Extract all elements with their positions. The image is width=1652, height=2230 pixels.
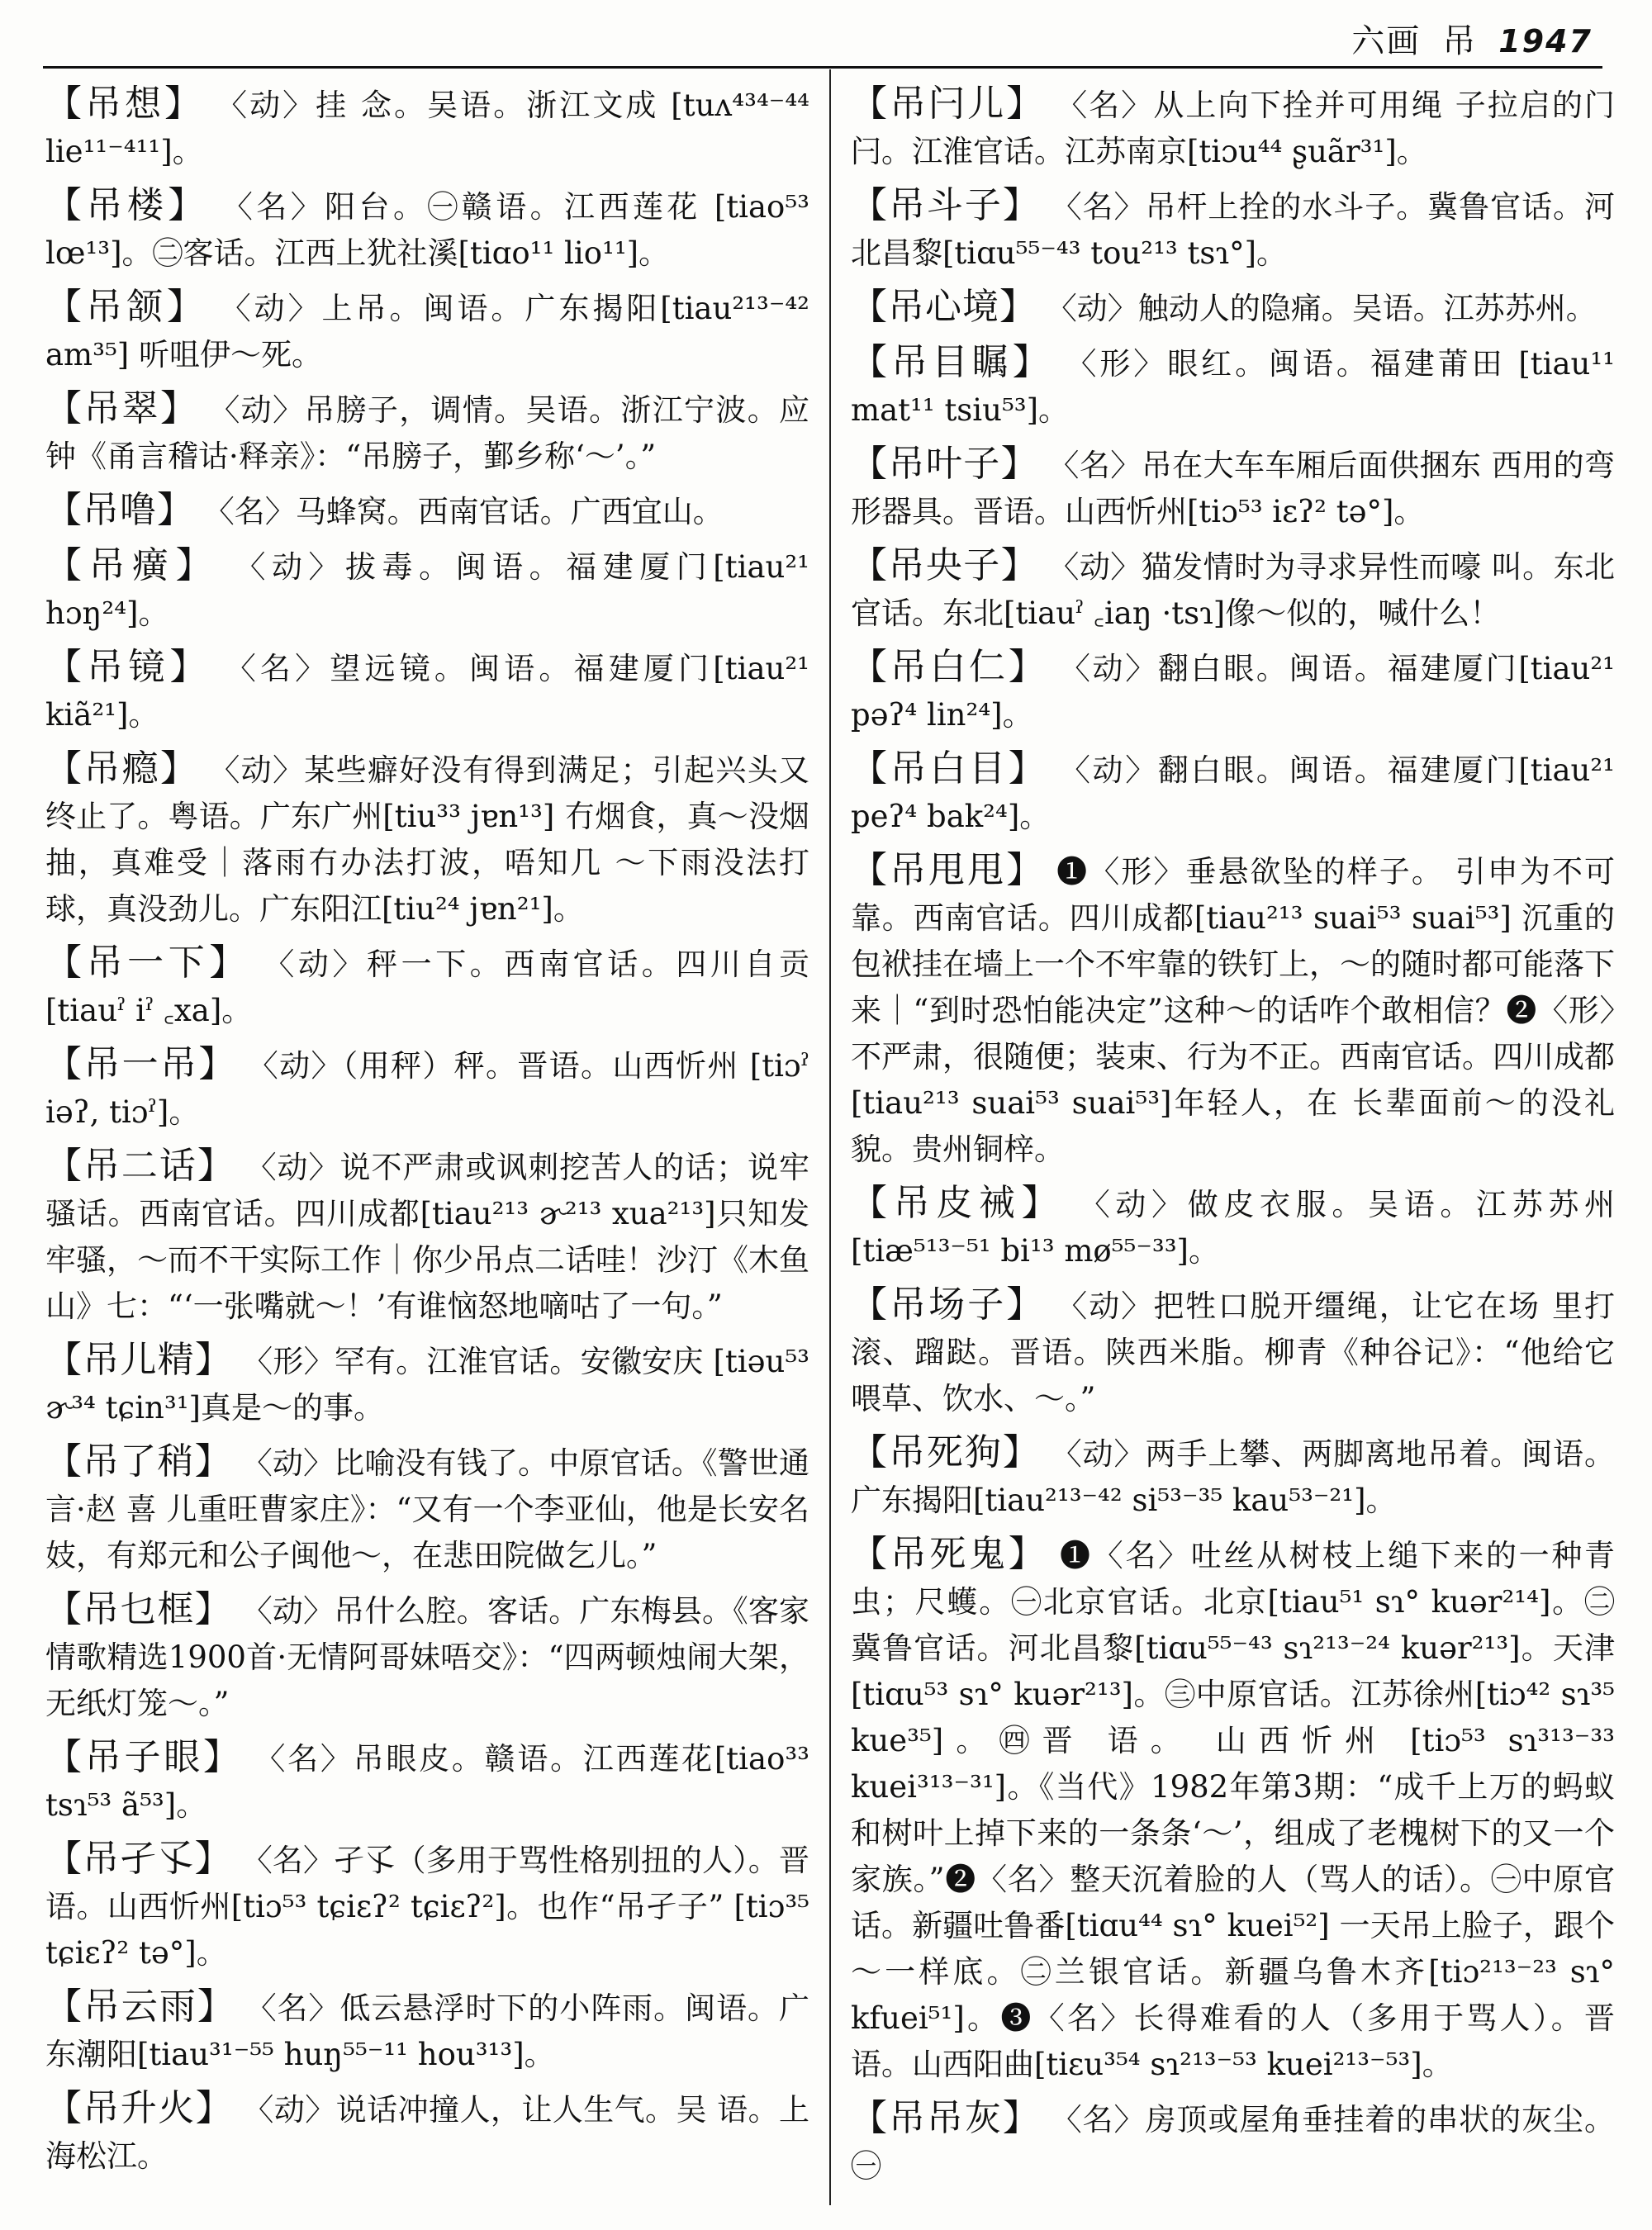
dictionary-entry bbox=[45, 1587, 809, 1727]
dictionary-entry bbox=[45, 1984, 809, 2078]
entry-headword: 【吊白仁】 bbox=[851, 646, 1048, 688]
entry-headword: 【吊子眼】 bbox=[45, 1736, 243, 1778]
entry-headword: 【吊癀】 bbox=[45, 544, 220, 586]
entry-headword: 【吊目瞩】 bbox=[851, 341, 1053, 383]
right-column bbox=[851, 81, 1615, 2197]
entry-headword: 【吊乜框】 bbox=[45, 1588, 232, 1630]
entry-definition: 〈动〉说不严肃或讽刺挖苦人的话；说牢骚话。西南官话。四川成都[tiau²¹³ ɚ²¹³ xua²¹³]只知发牢骚，～而不干实际工作｜你少吊点二话哇！沙汀《木鱼山》七：“‘一张嘴就～！’有谁恼怒地嘀咕了一句。” bbox=[45, 1150, 810, 1324]
entry-definition: 〈动〉把牲口脱开缰绳，让它在场 里打滚、蹓跶。晋语。陕西米脂。柳青《种谷记》：“他给它喂草、饮水、～。” bbox=[851, 1288, 1616, 1416]
entry-definition: ❶〈形〉垂悬欲坠的样子。 引申为不可靠。西南官话。四川成都[tiau²¹³ suai⁵³ suai⁵³] 沉重的包袱挂在墙上一个不牢靠的铁钉上，～的随时都可能落下来｜“到时恐怕能决定”这种～的话咋个敢相信？❷〈形〉不严肃，很随便；装束、行为不正。西南官话。四川成都[tiau²¹³ suai⁵³ suai⁵³]年轻人，在 长辈面前～的没礼貌。贵州铜梓。 bbox=[851, 854, 1616, 1167]
entry-definition: 〈名〉望远镜。闽语。福建厦门[tiau²¹ kiã²¹]。 bbox=[45, 651, 809, 733]
entry-definition: 〈名〉孑孓（多用于骂性格别扭的人）。晋语。山西忻州[tiɔ⁵³ tɕiɛʔ² tɕiɛʔ²]。也作“吊孑子” [tiɔ³⁵ tɕiɛʔ² tə°]。 bbox=[45, 1843, 810, 1971]
dictionary-entry bbox=[45, 1734, 809, 1829]
dictionary-entry bbox=[851, 847, 1615, 1173]
entry-definition: 〈动〉拔毒。闽语。福建厦门[tiau²¹ hɔŋ²⁴]。 bbox=[45, 549, 809, 631]
dictionary-entry bbox=[45, 940, 809, 1034]
dictionary-entry bbox=[851, 183, 1615, 277]
page-number: 1947 bbox=[1498, 23, 1593, 59]
entry-definition: 〈动〉触动人的隐痛。吴语。江苏苏州。 bbox=[1046, 291, 1597, 326]
entry-headword: 【吊噜】 bbox=[45, 489, 194, 531]
entry-definition: 〈动〉说话冲撞人，让人生气。吴 语。上海松江。 bbox=[45, 2092, 810, 2174]
entry-definition: 〈动〉翻白眼。闽语。福建厦门[tiau²¹ peʔ⁴ bak²⁴]。 bbox=[851, 752, 1616, 834]
entry-headword: 【吊楼】 bbox=[45, 184, 209, 226]
dictionary-entry bbox=[851, 1531, 1615, 2088]
entry-headword: 【吊场子】 bbox=[851, 1283, 1046, 1326]
entry-definition: 〈动〉上吊。闽语。广东揭阳[tiau²¹³⁻⁴² am³⁵] 听咀伊～死。 bbox=[45, 291, 810, 372]
entry-definition: 〈动〉秤一下。西南官话。四川自贡 [tiauˀ iˀ ꜀xa]。 bbox=[45, 947, 810, 1028]
entry-definition: ❶〈名〉吐丝从树枝上缒下来的一种青虫；尺蠖。㊀北京官话。北京[tiau⁵¹ sɿ° kuər²¹⁴]。㊁冀鲁官话。河北昌黎[tiɑu⁵⁵⁻⁴³ sɿ²¹³⁻²⁴ kuər²¹³]。天津[tiɑu⁵³ sɿ° kuər²¹³]。㊂中原官话。江苏徐州[tiɔ⁴² sɿ³⁵ kue³⁵]。㊃晋 语。 山西忻州 [tiɔ⁵³ sɿ³¹³⁻³³ kuei³¹³⁻³¹]。《当代》1982年第3期：“成千上万的蚂蚁和树叶上掉下来的一条条‘～’，组成了老槐树下的又一个家族。”❷〈名〉整天沉着脸的人（骂人的话）。㊀中原官话。新疆吐鲁番[tiɑu⁴⁴ sɿ° kuei⁵²] 一天吊上脸子，跟个～一样底。㊁兰银官话。新疆乌鲁木齐[tiɔ²¹³⁻²³ sɿ° kfuei⁵¹]。❸〈名〉长得难看的人（多用于骂人）。晋语。山西阳曲[tiɛu³⁵⁴ sɿ²¹³⁻⁵³ kuei²¹³⁻⁵³]。 bbox=[851, 1538, 1616, 2082]
entry-definition: 〈名〉马蜂窝。西南官话。广西宜山。 bbox=[203, 494, 724, 529]
dictionary-entry bbox=[45, 746, 809, 932]
entry-definition: 〈名〉阳台。㊀赣语。江西莲花 [tiao⁵³ lœ¹³]。㊁客话。江西上犹社溪[tiɑo¹¹ lio¹¹]。 bbox=[45, 189, 810, 271]
entry-headword: 【吊二话】 bbox=[45, 1145, 235, 1187]
dictionary-entry bbox=[45, 1041, 809, 1136]
entry-definition: 〈动〉（用秤）秤。晋语。山西忻州 [tiɔˀ iəʔ, tiɔˀ]。 bbox=[45, 1048, 810, 1130]
entry-headword: 【吊死狗】 bbox=[851, 1431, 1041, 1473]
dictionary-entry bbox=[45, 1836, 809, 1976]
entry-headword: 【吊吊灰】 bbox=[851, 2097, 1041, 2139]
entry-headword: 【吊皮祴】 bbox=[851, 1182, 1065, 1224]
left-column bbox=[45, 81, 809, 2187]
entry-headword: 【吊颔】 bbox=[45, 286, 207, 328]
entry-headword: 【吊白目】 bbox=[851, 747, 1048, 790]
dictionary-entry bbox=[851, 543, 1615, 637]
entry-headword: 【吊想】 bbox=[45, 83, 205, 125]
entry-headword: 【吊了稍】 bbox=[45, 1440, 232, 1483]
entry-headword: 【吊死鬼】 bbox=[851, 1533, 1048, 1575]
dictionary-entry bbox=[45, 284, 809, 378]
dictionary-entry bbox=[851, 1282, 1615, 1422]
entry-headword: 【吊云雨】 bbox=[45, 1986, 235, 2028]
header-section: 六画 bbox=[1351, 22, 1422, 60]
dictionary-entry bbox=[851, 441, 1615, 535]
dictionary-entry bbox=[45, 2085, 809, 2180]
entry-headword: 【吊心境】 bbox=[851, 286, 1037, 328]
entry-definition: 〈形〉眼红。闽语。福建莆田 [tiau¹¹ mat¹¹ tsiu⁵³]。 bbox=[851, 346, 1616, 428]
dictionary-entry bbox=[851, 644, 1615, 738]
entry-headword: 【吊甩甩】 bbox=[851, 849, 1046, 891]
dictionary-entry bbox=[851, 339, 1615, 434]
entry-headword: 【吊升火】 bbox=[45, 2087, 234, 2129]
dictionary-entry bbox=[45, 386, 809, 480]
entry-definition: 〈动〉吊什么腔。客话。广东梅县。《客家情歌精选1900首·无情阿哥妹唔交》：“四两顿烛闹大架，无纸灯笼～。” bbox=[45, 1593, 810, 1721]
entry-definition: 〈名〉吊杆上拴的水斗子。冀鲁官话。河北昌黎[tiɑu⁵⁵⁻⁴³ tou²¹³ tsɿ°]。 bbox=[851, 189, 1616, 271]
entry-definition: 〈动〉吊膀子，调情。吴语。浙江宁波。应钟《甬言稽诂·释亲》：“吊膀子，鄞乡称‘～’。” bbox=[45, 392, 810, 474]
entry-headword: 【吊一下】 bbox=[45, 942, 250, 984]
dictionary-entry bbox=[45, 183, 809, 277]
entry-definition: 〈动〉做皮衣服。吴语。江苏苏州[tiæ⁵¹³⁻⁵¹ bi¹³ mø⁵⁵⁻³³]。 bbox=[851, 1187, 1616, 1269]
entry-headword: 【吊翠】 bbox=[45, 387, 199, 429]
entry-headword: 【吊央子】 bbox=[851, 544, 1039, 586]
entry-headword: 【吊叶子】 bbox=[851, 443, 1039, 485]
entry-definition: 〈动〉两手上攀、两脚离地吊着。闽语。广东揭阳[tiau²¹³⁻⁴² si⁵³⁻³⁵ kau⁵³⁻²¹]。 bbox=[851, 1436, 1616, 1518]
entry-definition: 〈名〉从上向下拴并可用绳 子拉启的门闩。江淮官话。江苏南京[tiɔu⁴⁴ ʂuãr³¹]。 bbox=[851, 88, 1616, 169]
entry-headword: 【吊镜】 bbox=[45, 646, 211, 688]
entry-headword: 【吊一吊】 bbox=[45, 1043, 237, 1085]
entry-definition: 〈动〉比喻没有钱了。中原官话。《警世通言·赵 喜 儿重旺曹家庄》：“又有一个李亚仙，他是长安名妓，有郑元和公子闽他～，在悲田院做乞儿。” bbox=[45, 1445, 810, 1573]
dictionary-entry bbox=[45, 1143, 809, 1330]
dictionary-entry bbox=[851, 2095, 1615, 2190]
entry-headword: 【吊瘾】 bbox=[45, 747, 199, 790]
dictionary-entry bbox=[45, 81, 809, 175]
entry-headword: 【吊斗子】 bbox=[851, 184, 1041, 226]
dictionary-entry bbox=[45, 644, 809, 738]
dictionary-entry bbox=[851, 284, 1615, 332]
column-divider bbox=[829, 69, 831, 2205]
dictionary-entry bbox=[851, 746, 1615, 840]
dictionary-entry bbox=[45, 543, 809, 637]
entry-definition: 〈动〉挂 念。吴语。浙江文成 [tuʌ⁴³⁴⁻⁴⁴ lie¹¹⁻⁴¹¹]。 bbox=[45, 88, 809, 169]
entry-definition: 〈动〉翻白眼。闽语。福建厦门[tiau²¹ pəʔ⁴ lin²⁴]。 bbox=[851, 651, 1616, 733]
entry-headword: 【吊儿精】 bbox=[45, 1339, 233, 1381]
entry-definition: 〈名〉吊在大车车厢后面供捆东 西用的弯形器具。晋语。山西忻州[tiɔ⁵³ iɛʔ² tə°]。 bbox=[851, 448, 1616, 529]
entry-definition: 〈名〉吊眼皮。赣语。江西莲花[tiao³³ tsɿ⁵³ ã⁵³]。 bbox=[45, 1741, 810, 1823]
entry-definition: 〈动〉猫发情时为寻求异性而嚎 叫。东北官话。东北[tiauˀ ꜀iaŋ ·tsɿ]像～似的，喊什么！ bbox=[851, 549, 1616, 631]
entry-definition: 〈名〉房顶或屋角垂挂着的串状的灰尘。㊀ bbox=[851, 2102, 1616, 2184]
dictionary-entry bbox=[851, 1430, 1615, 1524]
entry-headword: 【吊孑孓】 bbox=[45, 1838, 232, 1880]
dictionary-entry bbox=[851, 1180, 1615, 1274]
entry-definition: 〈动〉某些癖好没有得到满足；引起兴头又终止了。粤语。广东广州[tiu³³ jɐn¹³] 冇烟食，真～没烟抽，真难受｜落雨冇办法打波，唔知几 ～下雨没法打球，真没劲儿。广东阳江[tiu²⁴ jɐn²¹]。 bbox=[45, 752, 810, 927]
entry-definition: 〈形〉罕有。江淮官话。安徽安庆 [tiəu⁵³ ɚ³⁴ tɕin³¹]真是～的事。 bbox=[45, 1344, 810, 1426]
entry-definition: 〈名〉低云悬浮时下的小阵雨。闽语。广东潮阳[tiau³¹⁻⁵⁵ huŋ⁵⁵⁻¹¹ hou³¹³]。 bbox=[45, 1990, 810, 2072]
dictionary-entry bbox=[45, 1439, 809, 1579]
dictionary-entry bbox=[851, 81, 1615, 175]
header-rule bbox=[43, 66, 1602, 69]
header-char: 吊 bbox=[1442, 22, 1478, 60]
running-header bbox=[1351, 15, 1593, 62]
entry-headword: 【吊闩儿】 bbox=[851, 83, 1046, 125]
dictionary-entry bbox=[45, 1337, 809, 1431]
dictionary-entry bbox=[45, 487, 809, 535]
